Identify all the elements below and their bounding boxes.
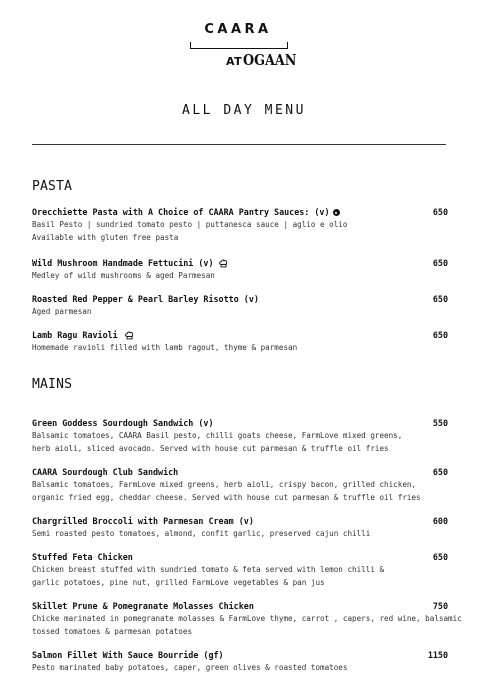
menu-item — [32, 206, 448, 244]
item-desc-line: organic fried egg, cheddar cheese. Served with house cut parmesan & truffle oil fries — [32, 492, 421, 502]
item-desc-line: Chicke marinated in pomegranate molasses & FarmLove thyme, carrot , capers, red wine, balsamic — [32, 614, 462, 623]
menu-item — [32, 466, 448, 504]
item-desc-line: Available with gluten free pasta — [32, 232, 179, 242]
logo-ogaan-text: OGAAN — [243, 51, 297, 69]
menu-item — [32, 649, 448, 675]
item-name-row — [32, 257, 448, 270]
item-name-row — [32, 417, 448, 430]
item-name-row — [32, 206, 448, 219]
item-price: 650 — [432, 330, 448, 340]
menu-item — [32, 515, 448, 541]
item-price: 650 — [432, 207, 448, 217]
item-desc-line: Basil Pesto | sundried tomato pesto | puttanesca sauce | aglio e olio — [32, 220, 348, 229]
menu-item — [32, 293, 448, 319]
item-name-row — [32, 293, 448, 306]
item-price: 750 — [432, 601, 448, 611]
caara-logo — [188, 20, 297, 76]
item-name: Salmon Fillet With Sauce Bourride (gf) — [32, 650, 224, 660]
item-price: 1150 — [427, 650, 448, 660]
item-desc-line: Semi roasted pesto tomatoes, almond, confit garlic, preserved cajun chilli — [32, 529, 371, 538]
item-desc-line: Chicken breast stuffed with sundried tomato & feta served with lemon chilli & — [32, 565, 385, 574]
item-desc-line: Pesto marinated baby potatoes, caper, green olives & roasted tomatoes — [32, 663, 348, 672]
logo-at-text: AT — [226, 55, 243, 68]
item-price: 600 — [432, 516, 448, 526]
title-divider — [32, 144, 446, 145]
logo-brand-text: CAARA — [204, 22, 272, 37]
chef-hat-icon — [125, 331, 134, 340]
item-desc-line: Homemade ravioli filled with lamb ragout, thyme & parmesan — [32, 343, 298, 352]
item-name: Skillet Prune & Pomegranate Molasses Chicken — [32, 601, 254, 611]
item-price: 650 — [432, 258, 448, 268]
item-name-row — [32, 649, 448, 662]
item-name: CAARA Sourdough Club Sandwich — [32, 467, 179, 477]
item-name: Chargrilled Broccoli with Parmesan Cream (v) — [32, 516, 254, 526]
item-desc-line: Balsamic tomatoes, FarmLove mixed greens, herb aioli, crispy bacon, grilled chicken, — [32, 480, 417, 489]
menu-item — [32, 329, 448, 355]
item-price: 650 — [432, 294, 448, 304]
item-desc-line: garlic potatoes, pine nut, grilled FarmLove vegetables & pan jus — [32, 577, 325, 587]
item-price: 650 — [432, 467, 448, 477]
menu-item — [32, 551, 448, 589]
menu-item — [32, 600, 462, 638]
item-desc-line: herb aioli, sliced avocado. Served with house cut parmesan & truffle oil fries — [32, 443, 389, 453]
item-name: Green Goddess Sourdough Sandwich (v) — [32, 418, 214, 428]
item-name-row — [32, 551, 448, 564]
item-name-row — [32, 466, 448, 479]
item-name-row — [32, 329, 448, 342]
item-name: Orecchiette Pasta with A Choice of CAARA Pantry Sauces: (v) — [32, 207, 330, 217]
item-price: 550 — [432, 418, 448, 428]
chef-hat-icon — [219, 259, 228, 268]
item-desc-line: Medley of wild mushrooms & aged Parmesan — [32, 271, 215, 280]
item-price: 650 — [432, 552, 448, 562]
item-desc-line: Balsamic tomatoes, CAARA Basil pesto, chilli goats cheese, FarmLove mixed greens, — [32, 431, 403, 440]
menu-title: ALL DAY MENU — [182, 103, 306, 118]
menu-item — [32, 257, 448, 283]
dot-badge-icon — [333, 209, 340, 216]
item-name-row — [32, 515, 448, 528]
item-name: Stuffed Feta Chicken — [32, 552, 133, 562]
logo-bracket — [190, 42, 288, 49]
section-heading-mains: MAINS — [32, 377, 73, 392]
menu-item — [32, 417, 448, 455]
item-name: Wild Mushroom Handmade Fettucini (v) — [32, 258, 214, 268]
item-name: Lamb Ragu Ravioli — [32, 330, 118, 340]
item-desc-line: Aged parmesan — [32, 307, 92, 316]
item-desc-line: tossed tomatoes & parmesan potatoes — [32, 626, 193, 636]
section-heading-pasta: PASTA — [32, 179, 73, 194]
item-name-row — [32, 600, 448, 613]
item-name: Roasted Red Pepper & Pearl Barley Risotto (v) — [32, 294, 259, 304]
